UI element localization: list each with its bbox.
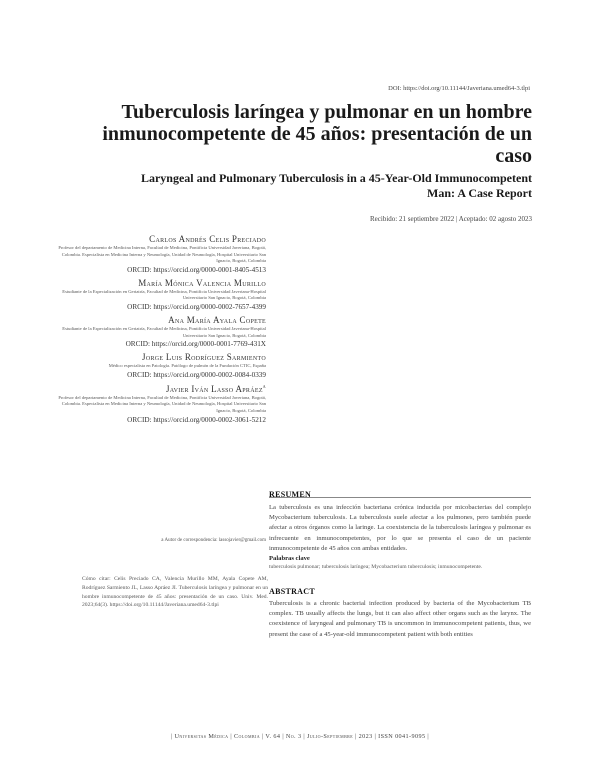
author-affiliation: Estudiante de la Especialización en Geriatría, Facultad de Medicina, Pontificia Universidad Javeriana-Hospital Universitario San Ignacio, Bogotá, Colombia	[62, 288, 266, 301]
journal-footer	[0, 733, 600, 740]
author-orcid-link[interactable]: ORCID: https://orcid.org/0000-0002-0084-0339	[127, 370, 266, 379]
author-list	[46, 232, 266, 426]
author-superscript: a	[262, 384, 266, 390]
author-affiliation: Profesor del departamento de Medicina Interna, Facultad de Medicina, Pontificia Universidad Javeriana, Bogotá, Colombia. Especialista en Medicina Interna y Neumología, Unidad de Neumología, Hospital Universitario San Ignacio, Bogotá, Colombia	[58, 394, 266, 413]
author-block	[46, 351, 266, 381]
corresponding-author-note: a Autor de correspondencia: lassojavier@gmail.com	[161, 538, 266, 543]
author-name: María Mónica Valencia Murillo	[138, 277, 266, 288]
author-block	[46, 277, 266, 313]
author-block	[46, 314, 266, 350]
author-orcid-link[interactable]: ORCID: https://orcid.org/0000-0001-8405-4513	[127, 265, 266, 274]
author-orcid-link[interactable]: ORCID: https://orcid.org/0000-0002-7657-4399	[127, 302, 266, 311]
author-affiliation: Profesor del departamento de Medicina Interna, Facultad de Medicina, Pontificia Universidad Javeriana, Bogotá, Colombia. Especialista en Medicina Interna y Neumología, Unidad de Neumología, Hospital Universitario San Ignacio, Bogotá, Colombia	[58, 245, 266, 264]
author-orcid-link[interactable]: ORCID: https://orcid.org/0000-0002-3061-5212	[127, 415, 266, 424]
author-name: Ana María Ayala Copete	[168, 314, 266, 325]
author-block	[46, 233, 266, 276]
article-title-spanish: Tuberculosis laríngea y pulmonar en un hombre inmunocompetente de 45 años: presentación de un caso	[102, 101, 532, 167]
how-to-cite: Cómo citar: Celis Preciado CA, Valencia Murillo MM, Ayala Copete AM, Rodríguez Sarmiento JL, Lasso Apráez JI. Tuberculosis laríngea y pulmonar en un hombre inmunocompetente de 45 años: presentación de un caso. Univ. Med. 2023;64(3). https://doi.org/10.11144/Javeriana.umed64-3.tlpi	[82, 576, 268, 609]
author-block	[46, 382, 266, 426]
author-affiliation: Estudiante de la Especialización en Geriatría, Facultad de Medicina, Pontificia Universidad Javeriana-Hospital Universitario San Ignacio, Bogotá, Colombia	[62, 325, 266, 338]
footer-text: | Universitas Médica | Colombia | V. 64 | No. 3 | Julio-Septiembre | 2023 | ISSN 0041-9095 |	[170, 733, 430, 740]
doi-line[interactable]: DOI: https://doi.org/10.11144/Javeriana.umed64-3.tlpi	[388, 85, 530, 92]
author-name: Carlos Andrés Celis Preciado	[149, 234, 266, 244]
resumen-text: La tuberculosis es una infección bacteriana crónica inducida por micobacterias del complejo Mycobacterium tuberculosis. La tuberculosis suele afectar a los pulmones, pero también puede afectar a otros órganos como la laringe. La coexistencia de la tuberculosis laríngea y pulmonar es infrecuente en inmunocompetentes, por lo que se presenta el caso de un paciente inmunocompetente de 45 años con ambas entidades.	[269, 504, 531, 552]
author-name	[46, 382, 266, 395]
author-orcid-link[interactable]: ORCID: https://orcid.org/0000-0001-7769-431X	[125, 340, 266, 349]
abstract-text: Tuberculosis is a chronic bacterial infection produced by bacteria of the Mycobacterium TB complex. TB usually affects the lungs, but it can also affect other organs such as the larynx. The coexistence of laryngeal and pulmonary TB is uncommon in immunocompetent patients, thus, we present the case of a 45-year-old immunocompetent patient with both entities	[269, 600, 531, 638]
keywords-heading: Palabras clave	[269, 555, 310, 563]
author-name-text: Javier Iván Lasso Apráez	[165, 383, 263, 394]
received-accepted-dates: Recibido: 21 septiembre 2022 | Aceptado: 02 agosto 2023	[370, 215, 532, 223]
author-name: Jorge Luis Rodríguez Sarmiento	[142, 352, 266, 363]
abstract-heading: ABSTRACT	[269, 587, 315, 597]
article-title-english: Laryngeal and Pulmonary Tuberculosis in a 45-Year-Old Immunocompetent Man: A Case Report	[140, 171, 532, 200]
resumen-heading: RESUMEN	[269, 490, 312, 499]
keywords-text: tuberculosis pulmonar; tuberculosis laríngea; Mycobacterium tuberculosis; inmunocompetente.	[269, 564, 483, 571]
author-affiliation: Médico especialista en Patología. Patólogo de pulmón de la Fundación CTIC, España	[108, 363, 266, 369]
abstract-column	[269, 490, 531, 640]
